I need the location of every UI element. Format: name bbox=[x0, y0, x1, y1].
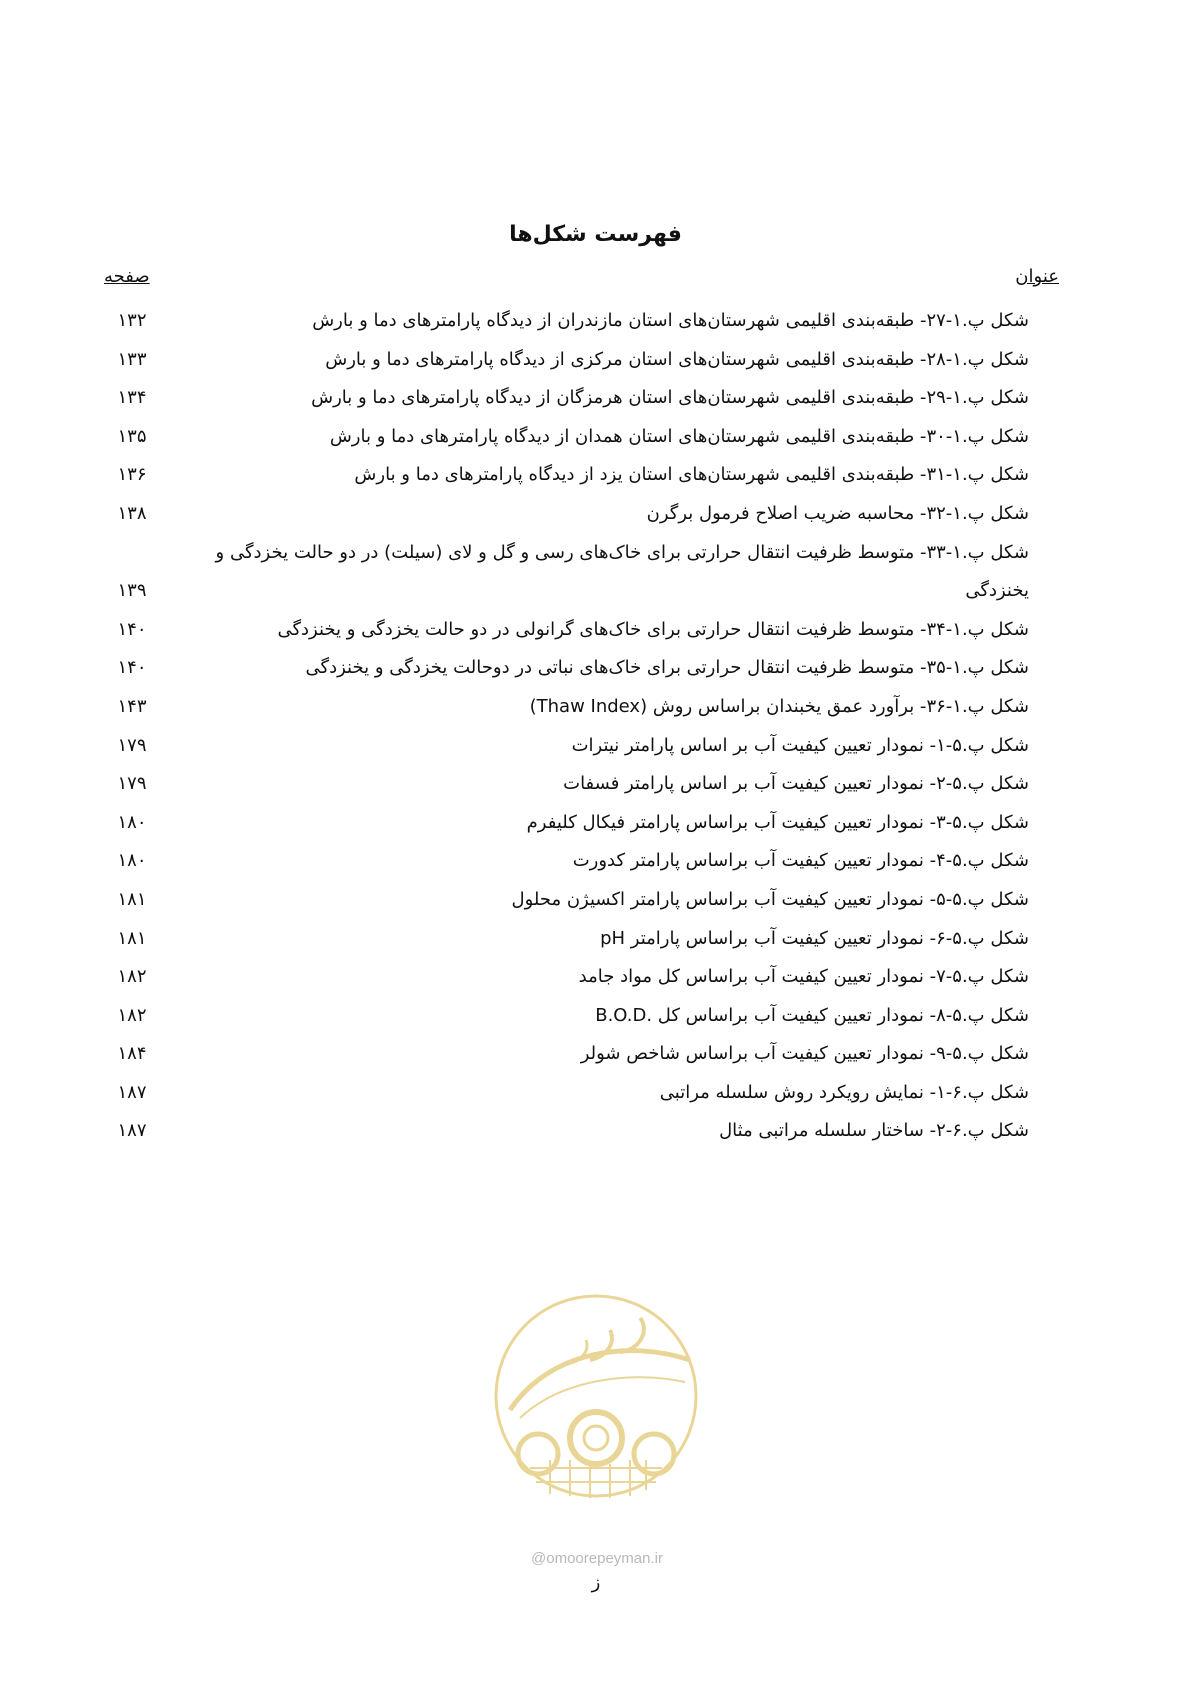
watermark-logo-icon bbox=[490, 1290, 702, 1502]
list-item bbox=[104, 302, 1059, 341]
entry-label: شکل پ.۱-۳۰- طبقه‌بندی اقلیمی شهرستان‌های استان همدان از دیدگاه پارامترهای دما و بارش bbox=[329, 425, 1029, 447]
list-item bbox=[104, 611, 1059, 650]
entry-page: ۱۴۰ bbox=[117, 657, 147, 679]
list-item bbox=[104, 997, 1059, 1036]
list-item bbox=[104, 1074, 1059, 1113]
entry-page: ۱۳۶ bbox=[117, 464, 147, 486]
list-item bbox=[104, 765, 1059, 804]
entry-page: ۱۸۷ bbox=[117, 1120, 147, 1142]
entry-label: شکل پ.۵-۶- نمودار تعیین کیفیت آب براساس پارامتر pH bbox=[600, 927, 1029, 949]
entry-label: شکل پ.۱-۲۸- طبقه‌بندی اقلیمی شهرستان‌های استان مرکزی از دیدگاه پارامترهای دما و بارش bbox=[325, 348, 1029, 370]
entry-label: شکل پ.۶-۱- نمایش رویکرد روش سلسله مراتبی bbox=[659, 1081, 1029, 1103]
figures-list bbox=[104, 302, 1059, 1151]
entry-page: ۱۸۷ bbox=[117, 1081, 147, 1103]
list-item bbox=[104, 534, 1059, 611]
entry-label: شکل پ.۱-۲۹- طبقه‌بندی اقلیمی شهرستان‌های استان هرمزگان از دیدگاه پارامترهای دما و بارش bbox=[311, 387, 1029, 409]
entry-page: ۱۸۰ bbox=[117, 850, 147, 872]
list-header bbox=[104, 266, 1059, 296]
list-item bbox=[104, 804, 1059, 843]
entry-label: شکل پ.۵-۷- نمودار تعیین کیفیت آب براساس کل مواد جامد bbox=[578, 966, 1029, 988]
list-item bbox=[104, 688, 1059, 727]
column-header-title: عنوان bbox=[1015, 266, 1059, 287]
page-title: فهرست شکل‌ها bbox=[509, 222, 682, 247]
column-header-page: صفحه bbox=[104, 266, 150, 287]
entry-page: ۱۸۴ bbox=[117, 1043, 147, 1065]
entry-label: شکل پ.۵-۹- نمودار تعیین کیفیت آب براساس شاخص شولر bbox=[580, 1043, 1029, 1065]
page-number: ز bbox=[591, 1572, 601, 1593]
list-item bbox=[104, 958, 1059, 997]
entry-label: شکل پ.۱-۳۴- متوسط ظرفیت انتقال حرارتی برای خاک‌های گرانولی در دو حالت یخزدگی و یخنزدگی bbox=[277, 618, 1029, 640]
list-item bbox=[104, 495, 1059, 534]
entry-page: ۱۳۳ bbox=[117, 348, 147, 370]
entry-page: ۱۳۵ bbox=[117, 425, 147, 447]
entry-label: شکل پ.۵-۸- نمودار تعیین کیفیت آب براساس کل .B.O.D bbox=[595, 1004, 1029, 1026]
entry-page: ۱۳۹ bbox=[117, 580, 147, 602]
entry-label: شکل پ.۵-۳- نمودار تعیین کیفیت آب براساس پارامتر فیکال کلیفرم bbox=[526, 811, 1029, 833]
entry-page: ۱۷۹ bbox=[117, 773, 147, 795]
entry-page: ۱۸۰ bbox=[117, 811, 147, 833]
entry-page: ۱۴۰ bbox=[117, 618, 147, 640]
list-item bbox=[104, 727, 1059, 766]
entry-page: ۱۸۱ bbox=[117, 927, 147, 949]
list-item bbox=[104, 1112, 1059, 1151]
entry-label: شکل پ.۵-۵- نمودار تعیین کیفیت آب براساس پارامتر اکسیژن محلول bbox=[511, 888, 1029, 910]
list-item bbox=[104, 379, 1059, 418]
entry-page: ۱۳۸ bbox=[117, 502, 147, 524]
entry-page: ۱۸۲ bbox=[117, 1004, 147, 1026]
entry-label: شکل پ.۵-۴- نمودار تعیین کیفیت آب براساس پارامتر کدورت bbox=[572, 850, 1029, 872]
entry-label: شکل پ.۱-۳۲- محاسبه ضریب اصلاح فرمول برگرن bbox=[646, 502, 1029, 524]
list-item bbox=[104, 842, 1059, 881]
list-item bbox=[104, 1035, 1059, 1074]
entry-label: شکل پ.۵-۱- نمودار تعیین کیفیت آب بر اساس پارامتر نیترات bbox=[571, 734, 1029, 756]
list-item bbox=[104, 881, 1059, 920]
list-item bbox=[104, 341, 1059, 380]
entry-label: شکل پ.۱-۳۵- متوسط ظرفیت انتقال حرارتی برای خاک‌های نباتی در دوحالت یخزدگی و یخنزدگی bbox=[305, 657, 1029, 679]
watermark-site-text: @omoorepeyman.ir bbox=[531, 1550, 663, 1567]
entry-page: ۱۳۴ bbox=[117, 387, 147, 409]
entry-page: ۱۷۹ bbox=[117, 734, 147, 756]
entry-label: شکل پ.۱-۳۳- متوسط ظرفیت انتقال حرارتی برای خاک‌های رسی و گل و لای (سیلت) در دو حالت یخزدگی و یخنزدگی bbox=[215, 541, 1029, 602]
entry-page: ۱۸۲ bbox=[117, 966, 147, 988]
entry-label: شکل پ.۱-۲۷- طبقه‌بندی اقلیمی شهرستان‌های استان مازندران از دیدگاه پارامترهای دما و بارش bbox=[312, 310, 1029, 331]
entry-page: ۱۸۱ bbox=[117, 888, 147, 910]
entry-page: ۱۳۲ bbox=[117, 310, 147, 331]
entry-label: شکل پ.۶-۲- ساختار سلسله مراتبی مثال bbox=[719, 1120, 1029, 1142]
list-item bbox=[104, 649, 1059, 688]
list-item bbox=[104, 418, 1059, 457]
list-item bbox=[104, 456, 1059, 495]
entry-label: شکل پ.۱-۳۶- برآورد عمق یخبندان براساس روش (Thaw Index) bbox=[529, 695, 1029, 717]
list-item bbox=[104, 920, 1059, 959]
entry-label: شکل پ.۱-۳۱- طبقه‌بندی اقلیمی شهرستان‌های استان یزد از دیدگاه پارامترهای دما و بارش bbox=[354, 464, 1029, 486]
entry-label: شکل پ.۵-۲- نمودار تعیین کیفیت آب بر اساس پارامتر فسفات bbox=[563, 773, 1029, 795]
entry-page: ۱۴۳ bbox=[117, 695, 147, 717]
